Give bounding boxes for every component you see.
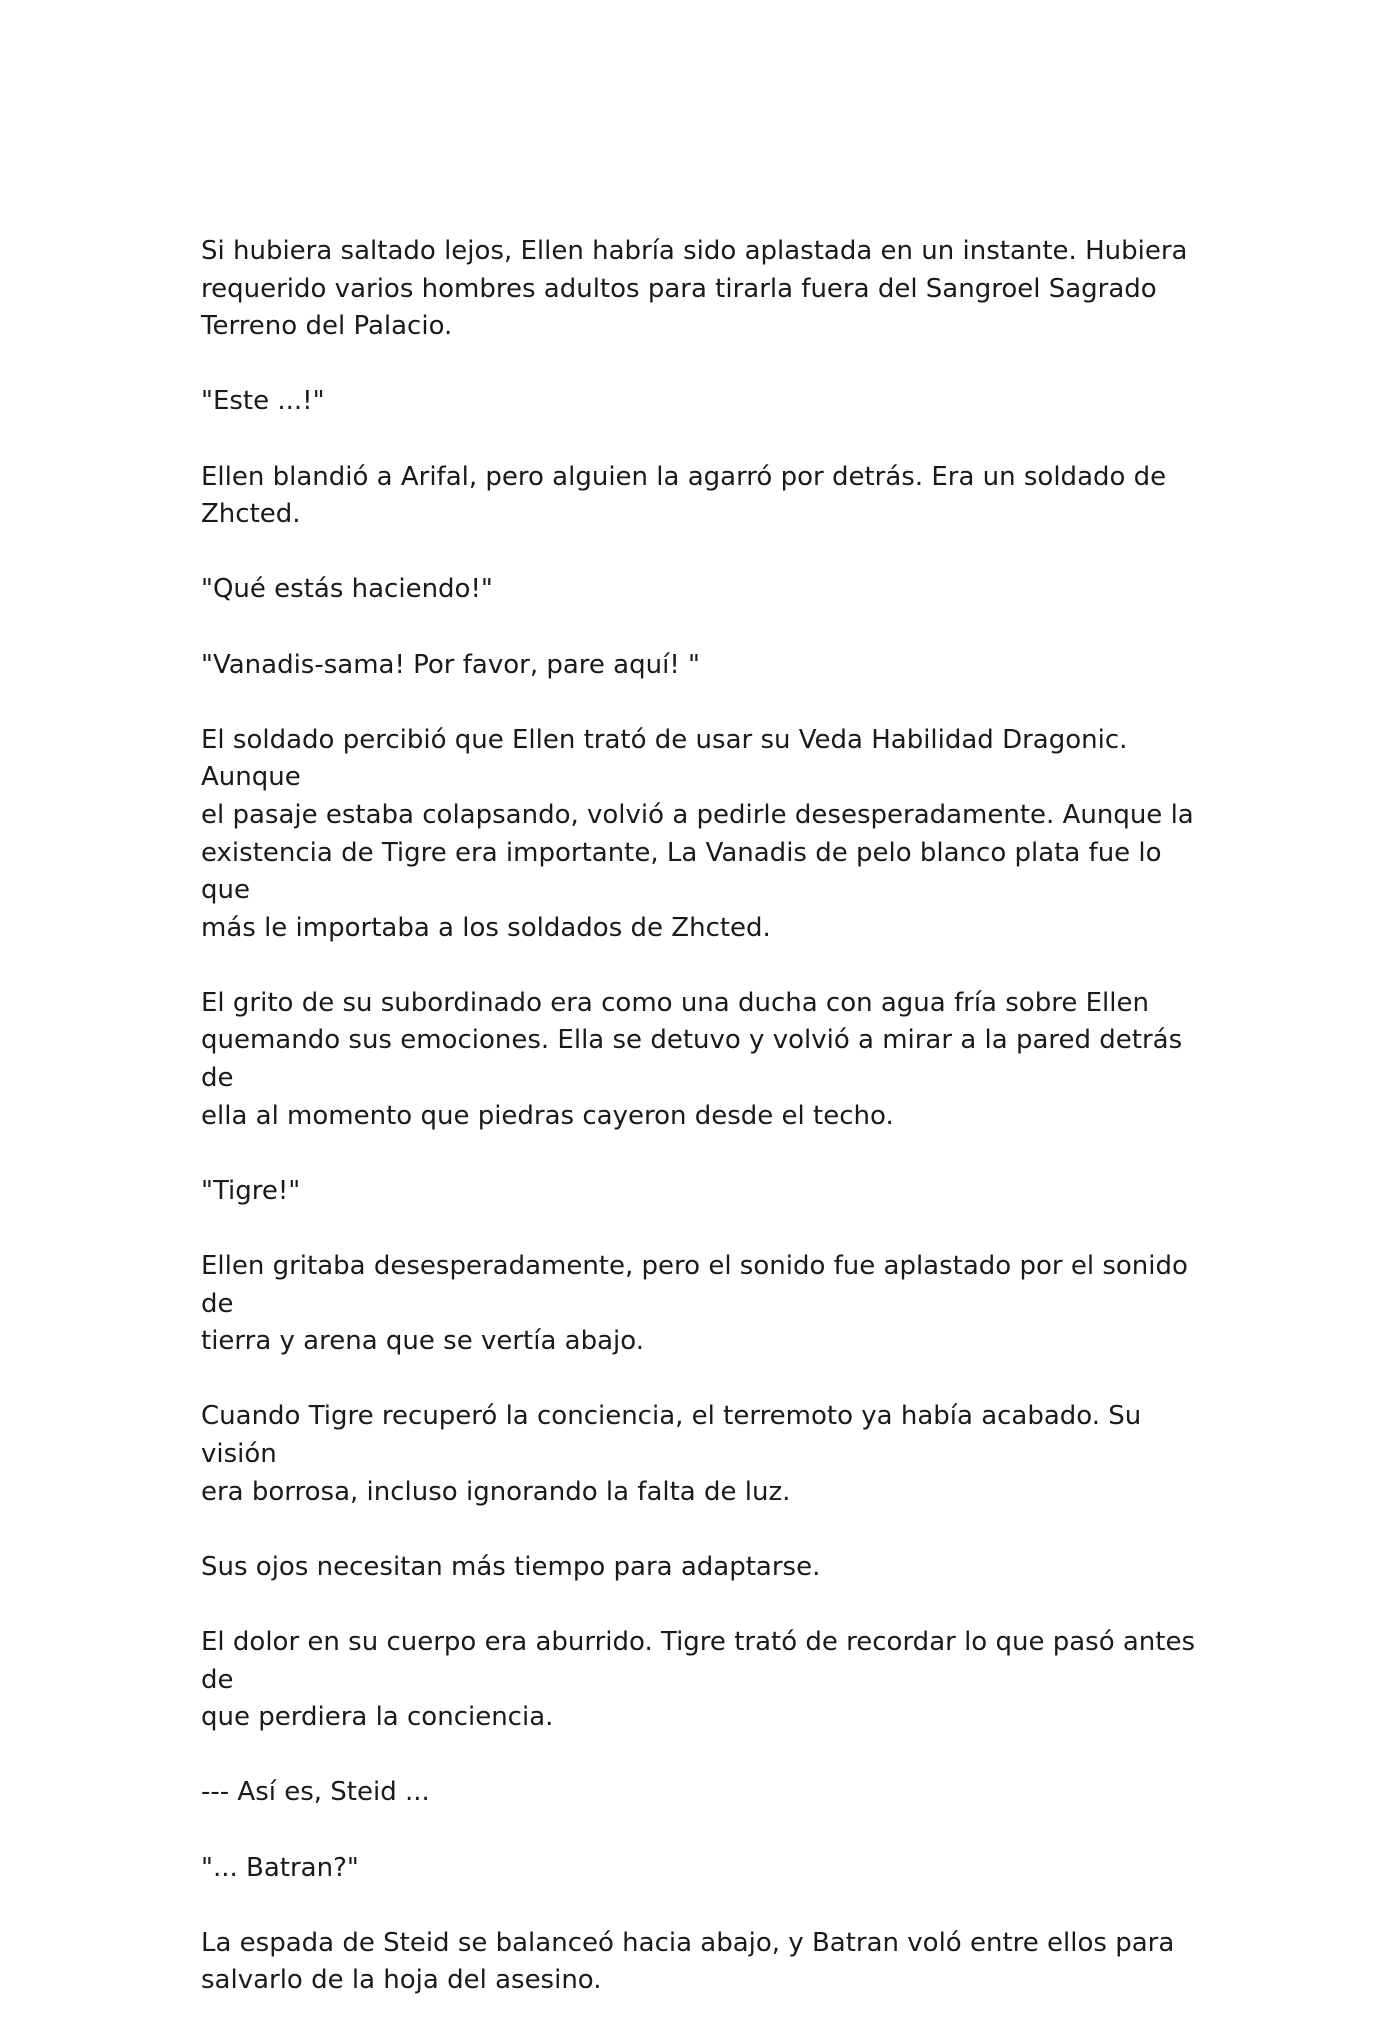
paragraph: Si hubiera saltado lejos, Ellen habría sido aplastada en un instante. Hubiera requerido varios hombres adultos para tirarla fuera del Sangroel Sagrado Terreno del Palacio. <box>201 236 1188 342</box>
paragraph: "... Batran?" <box>201 1852 359 1883</box>
paragraph: El dolor en su cuerpo era aburrido. Tigre trató de recordar lo que pasó antes de que perdiera la conciencia. <box>201 1626 1196 1733</box>
paragraph: "Tigre!" <box>201 1175 301 1206</box>
paragraph: "Qué estás haciendo!" <box>201 574 493 605</box>
paragraph: --- Así es, Steid ... <box>201 1777 430 1808</box>
paragraph: El soldado percibió que Ellen trató de usar su Veda Habilidad Dragonic. Aunque el pasaje estaba colapsando, volvió a pedirle desesperadamente. Aunque la existencia de Tigre era importante, La Vanadis de pelo blanco plata fue lo que más le importaba a los soldados de Zhcted. <box>201 724 1194 943</box>
paragraph: "Este ...!" <box>201 386 325 417</box>
paragraph: Sus ojos necesitan más tiempo para adaptarse. <box>201 1551 821 1582</box>
paragraph: El grito de su subordinado era como una ducha con agua fría sobre Ellen quemando sus emociones. Ella se detuvo y volvió a mirar a la pared detrás de ella al momento que piedras cayeron desde el techo. <box>201 987 1183 1131</box>
paragraph: Cuando Tigre recuperó la conciencia, el terremoto ya había acabado. Su visión era borrosa, incluso ignorando la falta de luz. <box>201 1401 1142 1507</box>
paragraph: La espada de Steid se balanceó hacia abajo, y Batran voló entre ellos para salvarlo de la hoja del asesino. <box>201 1927 1175 1996</box>
paragraph: Ellen gritaba desesperadamente, pero el sonido fue aplastado por el sonido de tierra y arena que se vertía abajo. <box>201 1251 1188 1357</box>
paragraph: Ellen blandió a Arifal, pero alguien la agarró por detrás. Era un soldado de Zhcted. <box>201 461 1167 530</box>
paragraph: "Vanadis-sama! Por favor, pare aquí! " <box>201 649 700 680</box>
document-body <box>201 233 1201 2038</box>
